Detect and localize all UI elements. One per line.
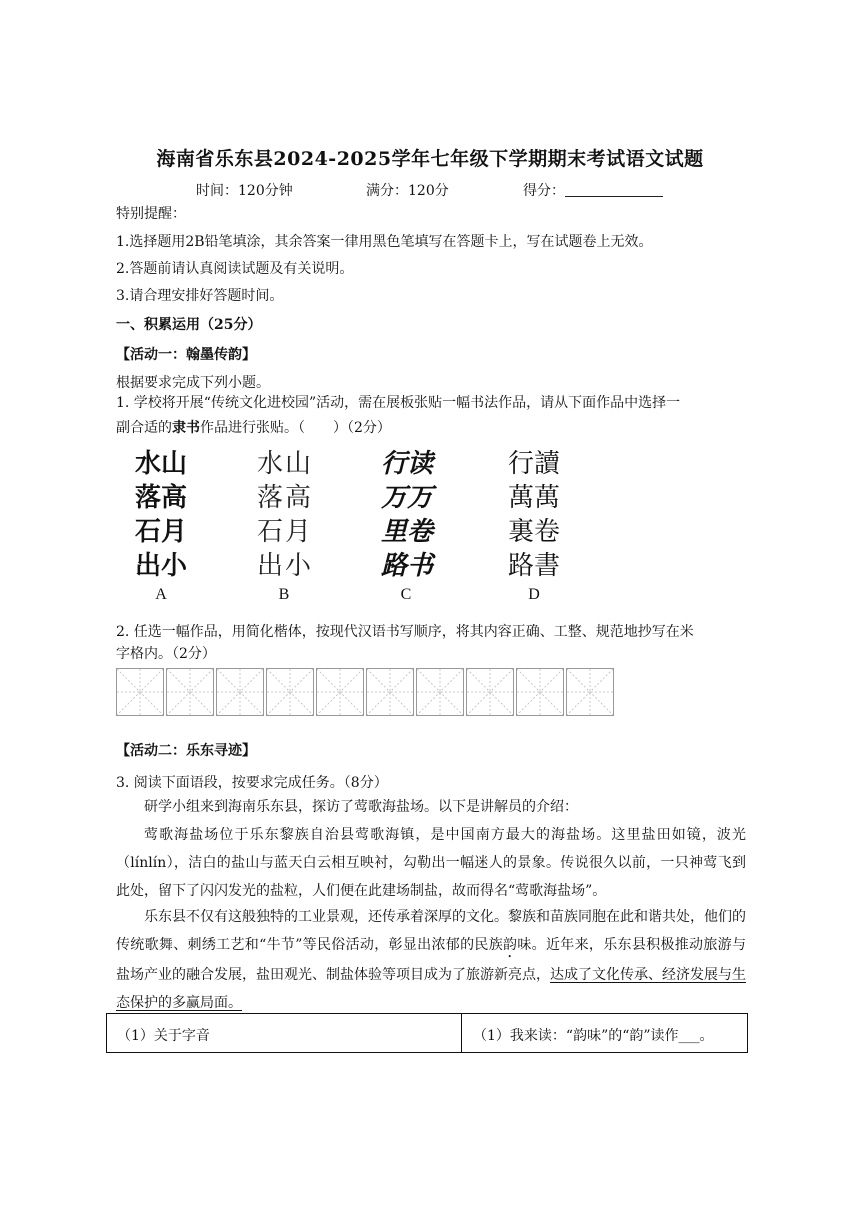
calligraphy-row: 落高 bbox=[134, 483, 187, 513]
calligraphy-row: 石月 bbox=[256, 517, 313, 547]
table-cell-left: （1）关于字音 bbox=[117, 1028, 210, 1044]
calligraphy-option-b bbox=[250, 447, 320, 583]
calligraphy-row: 万万 bbox=[380, 483, 433, 513]
mi-grid-guides bbox=[517, 669, 563, 715]
question2-line1: 2. 任选一幅作品，用简化楷体，按现代汉语书写顺序，将其内容正确、工整、规范地抄写在米 bbox=[116, 624, 694, 640]
calligraphy-row: 落高 bbox=[256, 483, 313, 513]
option-label-a[interactable]: A bbox=[155, 586, 167, 603]
passage-para-3 bbox=[116, 903, 746, 1017]
calligraphy-row: 出小 bbox=[134, 551, 187, 581]
mi-grid-cell[interactable] bbox=[116, 668, 164, 716]
calligraphy-row: 里卷 bbox=[380, 517, 433, 547]
emphasized-char: 韵 bbox=[503, 937, 518, 953]
mi-grid-guides bbox=[267, 669, 313, 715]
question1-line2 bbox=[116, 417, 391, 437]
notice-item: 2.答题前请认真阅读试题及有关说明。 bbox=[116, 261, 354, 277]
option-label-b[interactable]: B bbox=[278, 586, 290, 603]
mi-grid-guides bbox=[117, 669, 163, 715]
calligraphy-option-c bbox=[372, 447, 442, 583]
activity1-heading: 【活动一：翰墨传韵】 bbox=[116, 347, 256, 363]
mi-grid-cell[interactable] bbox=[366, 668, 414, 716]
table-divider bbox=[461, 1014, 462, 1052]
full-score: 满分：120分 bbox=[366, 183, 449, 199]
exam-time: 时间：120分钟 bbox=[196, 183, 293, 199]
calligraphy-row: 路书 bbox=[380, 551, 433, 581]
question1-line1: 1. 学校将开展“传统文化进校园”活动，需在展板张贴一幅书法作品，请从下面作品中选择一 bbox=[116, 395, 681, 411]
mi-grid-cell[interactable] bbox=[516, 668, 564, 716]
calligraphy-row: 行讀 bbox=[507, 449, 560, 478]
mi-grid-cell[interactable] bbox=[216, 668, 264, 716]
mi-grid-guides bbox=[467, 669, 513, 715]
calligraphy-row: 裏卷 bbox=[507, 517, 560, 546]
question2-line2: 字格内。（2分） bbox=[116, 646, 216, 662]
calligraphy-row: 路書 bbox=[507, 551, 560, 580]
mi-grid-guides bbox=[567, 669, 613, 715]
option-label-d[interactable]: D bbox=[528, 586, 540, 603]
mi-grid-guides bbox=[167, 669, 213, 715]
notice-item: 1.选择题用2B铅笔填涂，其余答案一律用黑色笔填写在答题卡上，写在试题卷上无效。 bbox=[116, 234, 653, 250]
mi-grid-cell[interactable] bbox=[266, 668, 314, 716]
mi-grid-guides bbox=[417, 669, 463, 715]
score-blank[interactable] bbox=[565, 182, 663, 197]
calligraphy-row: 行读 bbox=[380, 449, 433, 479]
passage-para-2: 莺歌海盐场位于乐东黎族自治县莺歌海镇，是中国南方最大的海盐场。这里盐田如镜，波光（línlín），洁白的盐山与蓝天白云相互映衬，勾勒出一幅迷人的景象。传说很久以前，一只神莺飞到此处，留下了闪闪发光的盐粒，人们便在此建场制盐，故而得名“莺歌海盐场”。 bbox=[116, 827, 746, 899]
mi-grid bbox=[116, 668, 614, 717]
question1-line2-post: 作品进行张贴。（ ）（2分） bbox=[200, 420, 391, 436]
option-label-c[interactable]: C bbox=[400, 586, 412, 603]
calligraphy-row: 萬萬 bbox=[507, 483, 560, 512]
section-heading: 一、积累运用（25分） bbox=[116, 317, 262, 333]
mi-grid-cell[interactable] bbox=[566, 668, 614, 716]
calligraphy-option-d bbox=[499, 447, 569, 583]
calligraphy-row: 石月 bbox=[134, 517, 187, 547]
answer-table bbox=[106, 1013, 748, 1053]
mi-grid-guides bbox=[317, 669, 363, 715]
para3-text: 味。近年来，乐东县积极推动旅游与盐场产业的融合发展，盐田观光、制盐体验等项目成为了旅游新亮点， bbox=[116, 937, 746, 983]
page-title: 海南省乐东县2024-2025学年七年级下学期期末考试语文试题 bbox=[156, 148, 704, 170]
table-cell-right[interactable]: （1）我来读：“韵味”的“韵”读作___。 bbox=[473, 1028, 714, 1044]
question3: 3. 阅读下面语段，按要求完成任务。（8分） bbox=[116, 775, 388, 791]
mi-grid-cell[interactable] bbox=[316, 668, 364, 716]
score-label: 得分： bbox=[523, 183, 565, 199]
passage-para-1: 研学小组来到海南乐东县，探访了莺歌海盐场。以下是讲解员的介绍： bbox=[144, 799, 578, 815]
activity2-heading: 【活动二：乐东寻迹】 bbox=[116, 743, 256, 759]
calligraphy-row: 水山 bbox=[134, 449, 187, 479]
notice-item: 3.请合理安排好答题时间。 bbox=[116, 288, 284, 304]
calligraphy-row: 出小 bbox=[256, 551, 313, 581]
mi-grid-guides bbox=[367, 669, 413, 715]
question1-line2-pre: 副合适的 bbox=[116, 420, 172, 436]
mi-grid-cell[interactable] bbox=[166, 668, 214, 716]
mi-grid-cell[interactable] bbox=[416, 668, 464, 716]
mi-grid-cell[interactable] bbox=[466, 668, 514, 716]
mi-grid-guides bbox=[217, 669, 263, 715]
score-field bbox=[523, 180, 663, 200]
underlined-sentence: 达成了文化传承、经济发展与生态保护的多赢局面。 bbox=[116, 967, 746, 1011]
calligraphy-option-a bbox=[127, 447, 195, 583]
activity1-intro: 根据要求完成下列小题。 bbox=[116, 375, 270, 391]
question1-keyword: 隶书 bbox=[172, 420, 200, 436]
para3-text: 乐东县不仅有这般独特的工业景观，还传承着深厚的文化。黎族和苗族同胞在此和谐共处，他们的传统歌舞、刺绣工艺和“牛节”等民俗活动，彰显出浓郁的民族 bbox=[116, 909, 746, 953]
notice-heading: 特别提醒： bbox=[116, 206, 186, 222]
calligraphy-row: 水山 bbox=[256, 449, 313, 479]
